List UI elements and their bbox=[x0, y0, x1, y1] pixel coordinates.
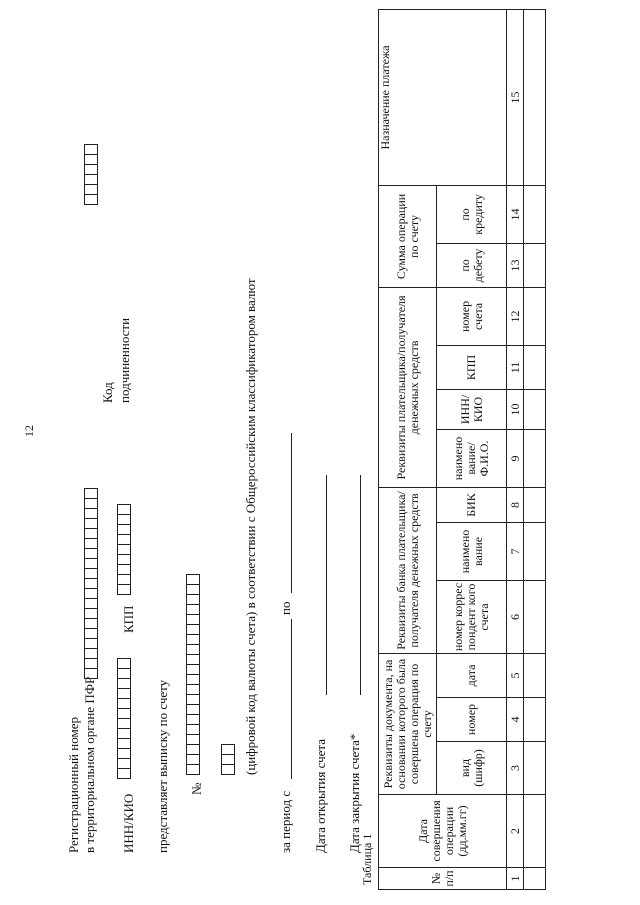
header-doc-date: дата bbox=[437, 653, 507, 697]
cell-5[interactable] bbox=[524, 653, 546, 697]
col-num-5: 5 bbox=[507, 653, 524, 697]
header-bank-name: наимено вание bbox=[437, 522, 507, 580]
header-payer-inn: ИНН/ КИО bbox=[437, 389, 507, 429]
col-num-13: 13 bbox=[507, 243, 524, 287]
header-sum-debit: по дебету bbox=[437, 243, 507, 287]
col-num-8: 8 bbox=[507, 487, 524, 522]
data-row-empty bbox=[524, 9, 546, 889]
cell-8[interactable] bbox=[524, 487, 546, 522]
cell-7[interactable] bbox=[524, 522, 546, 580]
header-payer-account: номер счета bbox=[437, 287, 507, 345]
currency-note: (цифровой код валюты счета) в соответствии с Общероссийским классификатором валют bbox=[243, 278, 258, 775]
header-sum-credit: по кредиту bbox=[437, 185, 507, 243]
period-from-label: за период с bbox=[278, 790, 293, 853]
sub-code-cells[interactable] bbox=[84, 144, 98, 205]
header-doc-number: номер bbox=[437, 698, 507, 742]
cell-15[interactable] bbox=[524, 9, 546, 185]
account-number-sign: № bbox=[189, 782, 204, 795]
inn-label: ИНН/КИО bbox=[121, 793, 136, 853]
header-doc-type: вид (шифр) bbox=[437, 742, 507, 795]
table-header-row-1 bbox=[379, 9, 437, 889]
cell-9[interactable] bbox=[524, 429, 546, 487]
period-from-field[interactable] bbox=[291, 619, 292, 779]
header-payer-group: Реквизиты плательщика/получателя денежных средств bbox=[379, 287, 437, 487]
col-num-9: 9 bbox=[507, 429, 524, 487]
cell-10[interactable] bbox=[524, 389, 546, 429]
kpp-cells[interactable] bbox=[117, 504, 131, 595]
sub-code-label-line2: подчиненности bbox=[117, 317, 132, 403]
col-num-14: 14 bbox=[507, 185, 524, 243]
col-num-12: 12 bbox=[507, 287, 524, 345]
col-num-1: 1 bbox=[507, 868, 524, 890]
header-sum-group: Сумма операции по счету bbox=[379, 185, 437, 287]
cell-4[interactable] bbox=[524, 698, 546, 742]
kpp-label: КПП bbox=[121, 605, 136, 633]
header-purpose: Назначение платежа bbox=[379, 9, 507, 185]
closed-date-field[interactable] bbox=[360, 475, 361, 695]
col-num-2: 2 bbox=[507, 795, 524, 868]
col-num-6: 6 bbox=[507, 580, 524, 653]
cell-14[interactable] bbox=[524, 185, 546, 243]
period-to-label: по bbox=[278, 601, 293, 615]
header-payer-name: наимено вание/ Ф.И.О. bbox=[437, 429, 507, 487]
header-doc-group: Реквизиты документа, на основании которого была совершена операция по счету bbox=[379, 653, 437, 794]
currency-code-cells[interactable] bbox=[221, 744, 235, 775]
col-num-3: 3 bbox=[507, 742, 524, 795]
closed-date-label: Дата закрытия счета* bbox=[347, 733, 362, 853]
header-payer-kpp: КПП bbox=[437, 345, 507, 389]
cell-3[interactable] bbox=[524, 742, 546, 795]
cell-13[interactable] bbox=[524, 243, 546, 287]
reg-number-cells[interactable] bbox=[84, 488, 98, 679]
account-number-cells[interactable] bbox=[186, 574, 200, 775]
col-num-11: 11 bbox=[507, 345, 524, 389]
col-num-10: 10 bbox=[507, 389, 524, 429]
reg-number-label-line1: Регистрационный номер bbox=[66, 717, 81, 853]
cell-2[interactable] bbox=[524, 795, 546, 868]
header-bank-corr: номер коррес пондент кого счета bbox=[437, 580, 507, 653]
period-to-field[interactable] bbox=[291, 433, 292, 593]
opened-date-field[interactable] bbox=[326, 475, 327, 695]
operations-table bbox=[378, 9, 546, 890]
header-bank-bik: БИК bbox=[437, 487, 507, 522]
col-num-7: 7 bbox=[507, 522, 524, 580]
statement-intro: представляет выписку по счету bbox=[155, 679, 170, 853]
col-num-4: 4 bbox=[507, 698, 524, 742]
cell-12[interactable] bbox=[524, 287, 546, 345]
inn-cells[interactable] bbox=[117, 658, 131, 779]
column-number-row bbox=[507, 9, 524, 889]
table-caption: Таблица 1 bbox=[360, 833, 374, 885]
header-bank-group: Реквизиты банка плательщика/получателя денежных средств bbox=[379, 487, 437, 653]
page-number: 12 bbox=[22, 425, 36, 437]
cell-1[interactable] bbox=[524, 868, 546, 890]
header-num: № п/п bbox=[379, 868, 507, 890]
header-date: Дата совершения операции (дд.мм.гг) bbox=[379, 795, 507, 868]
opened-date-label: Дата открытия счета bbox=[313, 738, 328, 853]
reg-number-label-line2: в территориальном органе ПФР bbox=[82, 676, 97, 853]
cell-11[interactable] bbox=[524, 345, 546, 389]
sub-code-label-line1: Код bbox=[100, 382, 115, 403]
col-num-15: 15 bbox=[507, 9, 524, 185]
cell-6[interactable] bbox=[524, 580, 546, 653]
